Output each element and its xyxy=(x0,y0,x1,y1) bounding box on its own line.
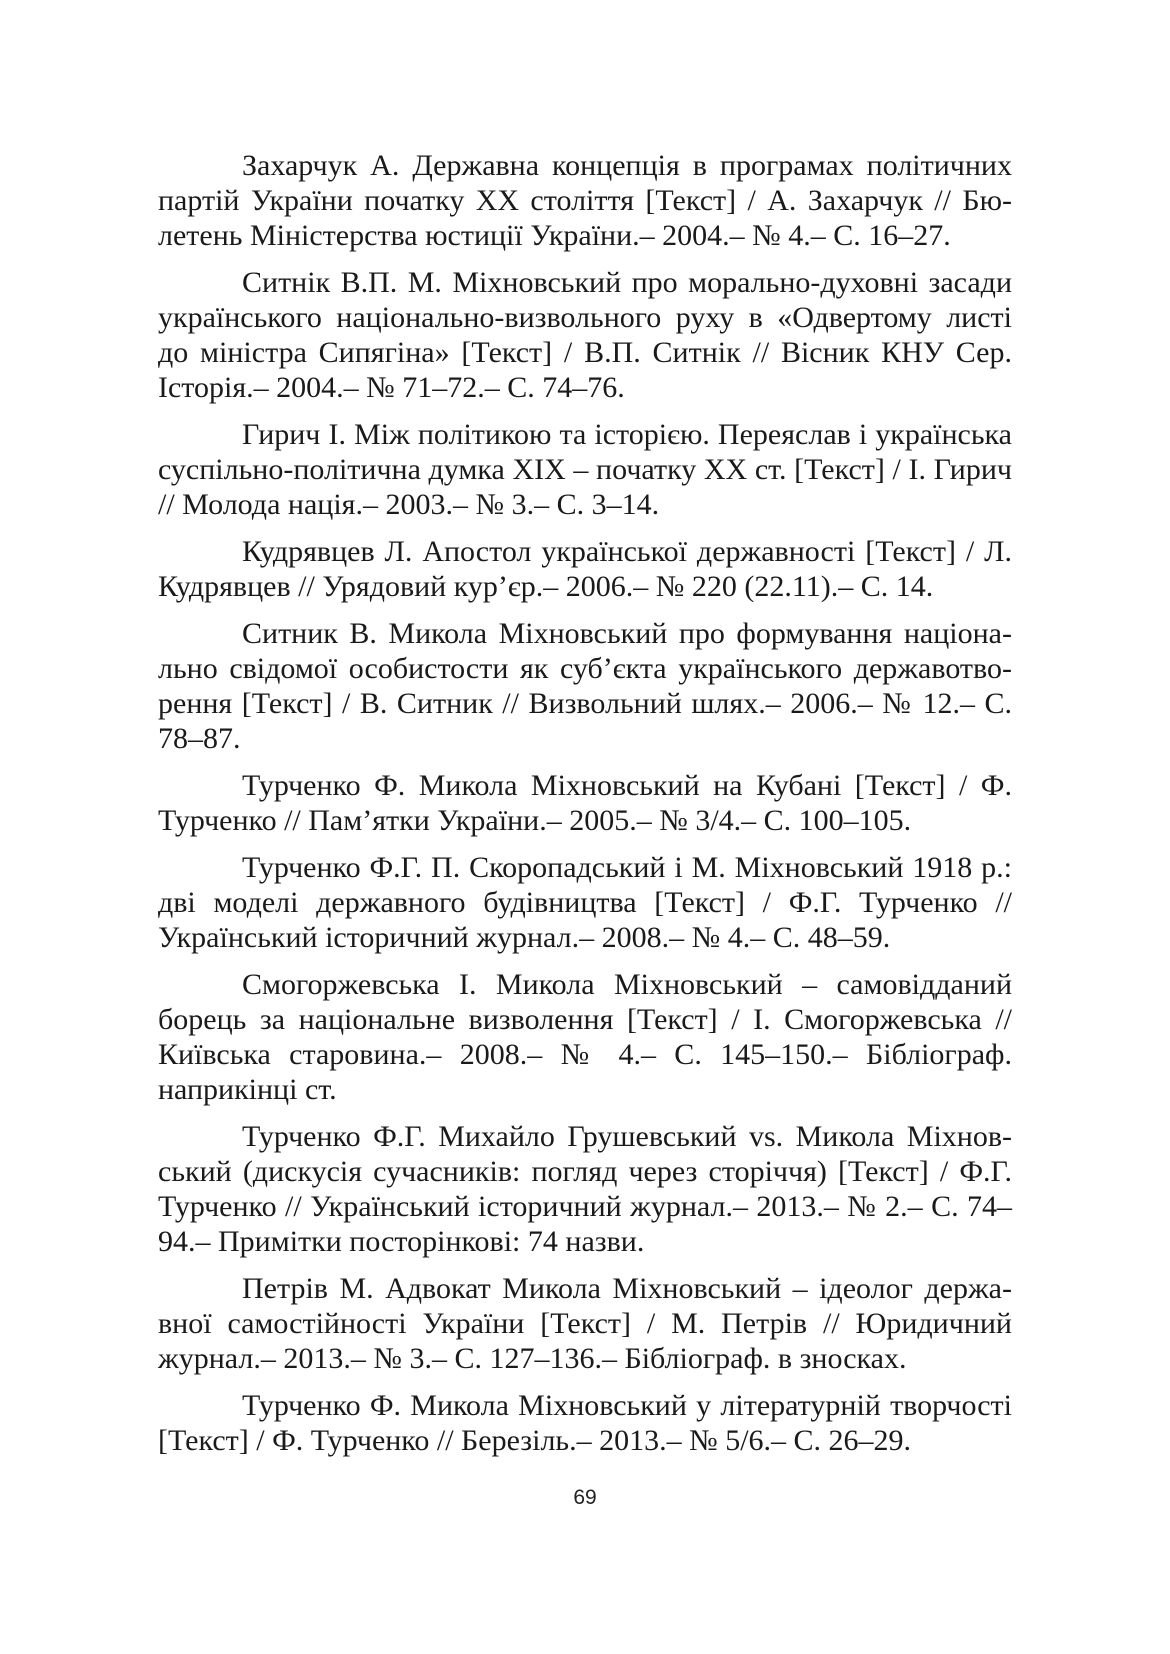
bibliography-entry: Турченко Ф.Г. П. Скоропадський і М. Міхновський 1918 р.: дві моделі державного будівництва [Текст] / Ф.Г. Турченко // Український історичний журнал.– 2008.– № 4.– С. 48–59. xyxy=(158,851,1012,954)
bibliography-entry: Турченко Ф. Микола Міхновський на Кубані [Текст] / Ф. Турченко // Пам’ятки України.– 2005.– № 3/4.– С. 100–105. xyxy=(158,769,1012,837)
bibliography-entry: Захарчук А. Державна концепція в програмах політичних партій України початку XX століття [Текст] / А. Захарчук // Бюлетень Міністерства юстиції України.– 2004.– № 4.– С. 16–27. xyxy=(158,149,1012,252)
bibliography-entry: Турченко Ф. Микола Міхновський у літературній творчості [Текст] / Ф. Турченко // Березіль.– 2013.– № 5/6.– С. 26–29. xyxy=(158,1389,1012,1457)
bibliography-entry: Ситник В. Микола Міхновський про формування національно свідомої особистости як суб’єкта українського державотворення [Текст] / В. Ситник // Визвольний шлях.– 2006.– № 12.– С. 78–87. xyxy=(158,617,1012,755)
bibliography-entry: Турченко Ф.Г. Михайло Грушевський vs. Микола Міхновський (дискусія сучасників: погляд через сторіччя) [Текст] / Ф.Г. Турченко // Український історичний журнал.– 2013.– № 2.– С. 74–94.– Примітки посторінкові: 74 назви. xyxy=(158,1120,1012,1258)
bibliography-entry: Ситнік В.П. М. Міхновський про морально-духовні засади українського національно-визвольного руху в «Одвертому листі до міністра Сипягіна» [Текст] / В.П. Ситнік // Вісник КНУ Сер. Історія.– 2004.– № 71–72.– С. 74–76. xyxy=(158,266,1012,404)
bibliography-entry: Гирич І. Між політикою та історією. Переяслав і українська суспільно-політична думка XIX – початку XX ст. [Текст] / І. Гирич // Молода нація.– 2003.– № 3.– С. 3–14. xyxy=(158,418,1012,521)
bibliography-list xyxy=(158,148,1012,1470)
bibliography-entry: Кудрявцев Л. Апостол української державності [Текст] / Л. Кудрявцев // Урядовий кур’єр.– 2006.– № 220 (22.11).– С. 14. xyxy=(158,535,1012,603)
page-number: 69 xyxy=(573,1486,597,1509)
bibliography-entry: Петрів М. Адвокат Микола Міхновський – ідеолог державної самостійності України [Текст] / М. Петрів // Юридичний журнал.– 2013.– № 3.– С. 127–136.– Бібліограф. в зносках. xyxy=(158,1272,1012,1375)
bibliography-entry: Смогоржевська І. Микола Міхновський – самовідданий борець за національне визволення [Текст] / І. Смогоржевська // Київська старовина.– 2008.– № 4.– С. 145–150.– Бібліограф. наприкінці ст. xyxy=(158,968,1012,1106)
